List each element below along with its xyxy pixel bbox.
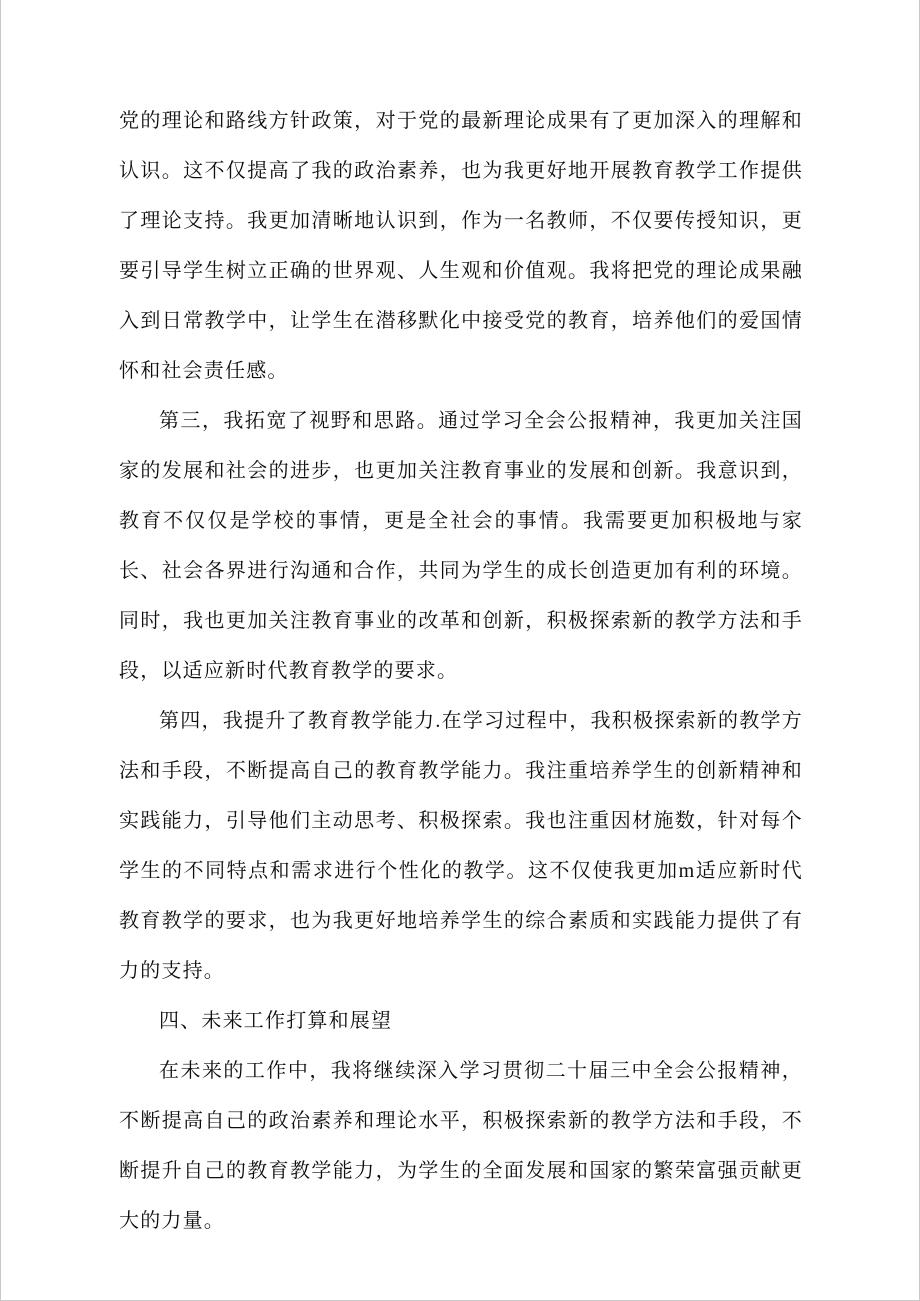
paragraph-point-four: 第四，我提升了教育教学能力.在学习过程中，我积极探索新的教学方法和手段，不断提高自己的教育教学能力。我注重培养学生的创新精神和实践能力，引导他们主动思考、积极探索。我也注重因材施数，针对每个学生的不同特点和需求进行个性化的教学。这不仅使我更加m适应新时代教育教学的要求，也为我更好地培养学生的综合素质和实践能力提供了有力的支持。 xyxy=(119,710,803,982)
paragraph-point-three: 第三，我拓宽了视野和思路。通过学习全会公报精神，我更加关注国家的发展和社会的进步，也更加关注教育事业的发展和创新。我意识到，教育不仅仅是学校的事情，更是全社会的事情。我需要更加积极地与家长、社会各界进行沟通和合作，共同为学生的成长创造更加有利的环境。同时，我也更加关注教育事业的改革和创新，积极探索新的教学方法和手段，以适应新时代教育教学的要求。 xyxy=(119,410,803,682)
paragraph-future-outlook: 在未来的工作中，我将继续深入学习贯彻二十届三中全会公报精神，不断提高自己的政治素养和理论水平，积极探索新的教学方法和手段，不断提升自己的教育教学能力，为学生的全面发展和国家的繁荣富强贡献更大的力量。 xyxy=(119,1060,803,1232)
section-heading-future-plans: 四、未来工作打算和展望 xyxy=(159,1010,393,1032)
document-body xyxy=(119,96,803,1246)
paragraph-continuation: 党的理论和路线方针政策，对于党的最新理论成果有了更加深入的理解和认识。这不仅提高了我的政治素养，也为我更好地开展教育教学工作提供了理论支持。我更加清晰地认识到，作为一名教师，不仅要传授知识，更要引导学生树立正确的世界观、人生观和价值观。我将把党的理论成果融入到日常教学中，让学生在潜移默化中接受党的教育，培养他们的爱国情怀和社会责任感。 xyxy=(119,110,803,382)
